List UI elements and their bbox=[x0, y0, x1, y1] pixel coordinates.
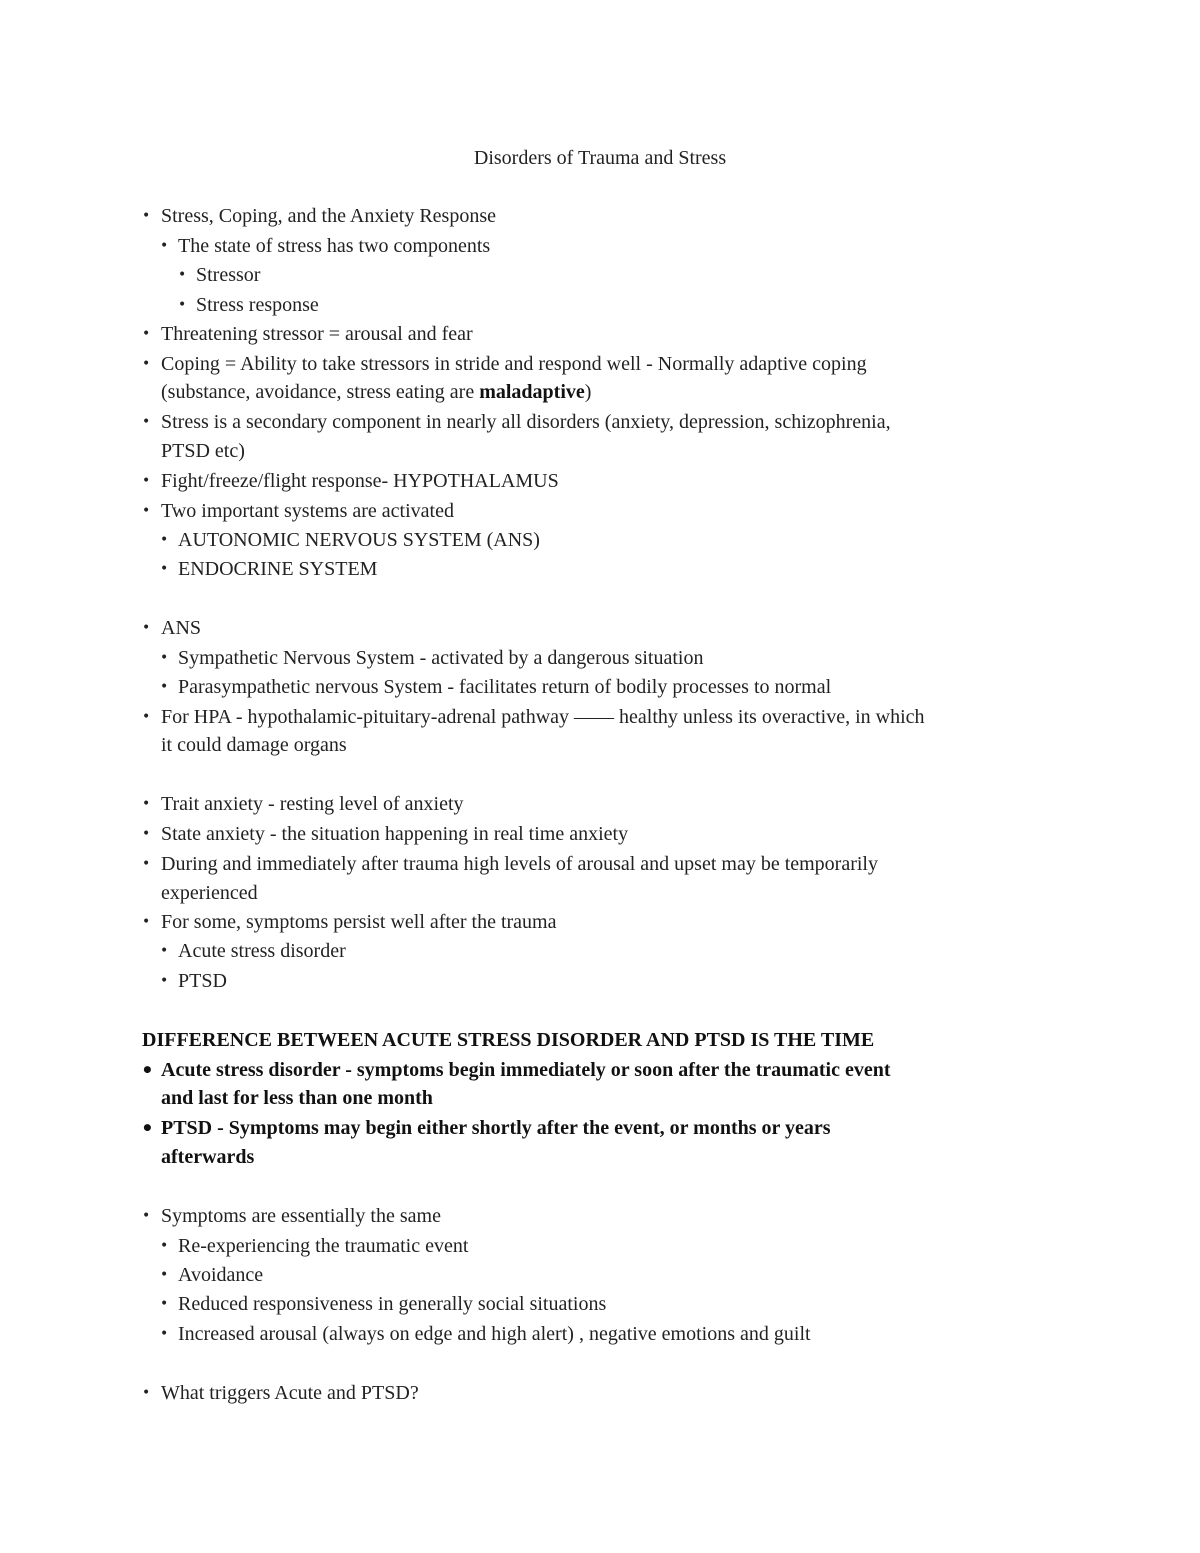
bullet-icon: • bbox=[160, 1326, 169, 1342]
bullet-icon: • bbox=[160, 532, 169, 548]
list-item: For HPA - hypothalamic-pituitary-adrenal pathway —— healthy unless its overactive, in which bbox=[161, 706, 925, 728]
list-item: Two important systems are activated bbox=[161, 500, 454, 522]
text-segment: (substance, avoidance, stress eating are bbox=[161, 381, 480, 403]
list-item: Stressor bbox=[196, 264, 261, 286]
list-item: Parasympathetic nervous System - facilitates return of bodily processes to normal bbox=[178, 676, 832, 698]
bullet-icon: • bbox=[160, 973, 169, 989]
bullet-icon: • bbox=[142, 1385, 151, 1401]
bullet-icon: • bbox=[142, 473, 151, 489]
list-item: AUTONOMIC NERVOUS SYSTEM (ANS) bbox=[178, 529, 540, 551]
list-item: ENDOCRINE SYSTEM bbox=[178, 558, 378, 580]
bullet-icon: • bbox=[142, 709, 151, 725]
bullet-icon: • bbox=[178, 297, 187, 313]
text-segment: ) bbox=[584, 381, 592, 403]
bullet-icon: • bbox=[160, 238, 169, 254]
list-item: Trait anxiety - resting level of anxiety bbox=[161, 793, 464, 815]
bullet-icon: • bbox=[160, 943, 169, 959]
list-item: Re-experiencing the traumatic event bbox=[178, 1235, 469, 1257]
list-item-continuation: and last for less than one month bbox=[161, 1087, 433, 1109]
list-item-continuation: experienced bbox=[161, 882, 258, 904]
bullet-icon: • bbox=[142, 356, 151, 372]
list-item: Fight/freeze/flight response- HYPOTHALAMUS bbox=[161, 470, 559, 492]
list-item-continuation: PTSD etc) bbox=[161, 440, 245, 462]
list-item-continuation bbox=[161, 378, 591, 406]
list-item-continuation: it could damage organs bbox=[161, 734, 347, 756]
bullet-icon: • bbox=[142, 856, 151, 872]
list-item: PTSD bbox=[178, 970, 227, 992]
bullet-icon: • bbox=[160, 1238, 169, 1254]
list-item: ANS bbox=[161, 617, 202, 639]
list-item: Stress response bbox=[196, 294, 319, 316]
list-item: Avoidance bbox=[178, 1264, 264, 1286]
list-item: Coping = Ability to take stressors in stride and respond well - Normally adaptive coping bbox=[161, 353, 867, 375]
bullet-icon: • bbox=[141, 1116, 154, 1140]
list-item: For some, symptoms persist well after the trauma bbox=[161, 911, 557, 933]
list-item: State anxiety - the situation happening in real time anxiety bbox=[161, 823, 629, 845]
list-item: Increased arousal (always on edge and high alert) , negative emotions and guilt bbox=[178, 1323, 811, 1345]
bullet-icon: • bbox=[142, 796, 151, 812]
bullet-icon: • bbox=[160, 1296, 169, 1312]
bullet-icon: • bbox=[142, 826, 151, 842]
bullet-icon: • bbox=[142, 503, 151, 519]
list-item: Acute stress disorder bbox=[178, 940, 346, 962]
list-item: Reduced responsiveness in generally social situations bbox=[178, 1293, 607, 1315]
bullet-icon: • bbox=[160, 650, 169, 666]
list-item: The state of stress has two components bbox=[178, 235, 491, 257]
bullet-icon: • bbox=[178, 267, 187, 283]
bullet-icon: • bbox=[142, 326, 151, 342]
list-item: Symptoms are essentially the same bbox=[161, 1205, 441, 1227]
list-item: Acute stress disorder - symptoms begin immediately or soon after the traumatic event bbox=[161, 1059, 891, 1081]
bullet-icon: • bbox=[142, 914, 151, 930]
emphasis-text: maladaptive bbox=[479, 381, 585, 403]
list-item: Sympathetic Nervous System - activated by a dangerous situation bbox=[178, 647, 704, 669]
list-item: PTSD - Symptoms may begin either shortly after the event, or months or years bbox=[161, 1117, 831, 1139]
list-item: Stress, Coping, and the Anxiety Response bbox=[161, 205, 496, 227]
list-item: Stress is a secondary component in nearly all disorders (anxiety, depression, schizophrenia, bbox=[161, 411, 891, 433]
bullet-icon: • bbox=[142, 620, 151, 636]
list-item: During and immediately after trauma high levels of arousal and upset may be temporarily bbox=[161, 853, 878, 875]
bullet-icon: • bbox=[160, 679, 169, 695]
bullet-icon: • bbox=[142, 208, 151, 224]
bullet-icon: • bbox=[142, 414, 151, 430]
list-item-continuation: afterwards bbox=[161, 1146, 255, 1168]
bullet-icon: • bbox=[160, 1267, 169, 1283]
section-heading: DIFFERENCE BETWEEN ACUTE STRESS DISORDER AND PTSD IS THE TIME bbox=[142, 1029, 875, 1051]
bullet-icon: • bbox=[141, 1058, 154, 1082]
bullet-icon: • bbox=[142, 1208, 151, 1224]
list-item: What triggers Acute and PTSD? bbox=[161, 1382, 419, 1404]
list-item: Threatening stressor = arousal and fear bbox=[161, 323, 473, 345]
page-title: Disorders of Trauma and Stress bbox=[473, 147, 727, 169]
bullet-icon: • bbox=[160, 561, 169, 577]
